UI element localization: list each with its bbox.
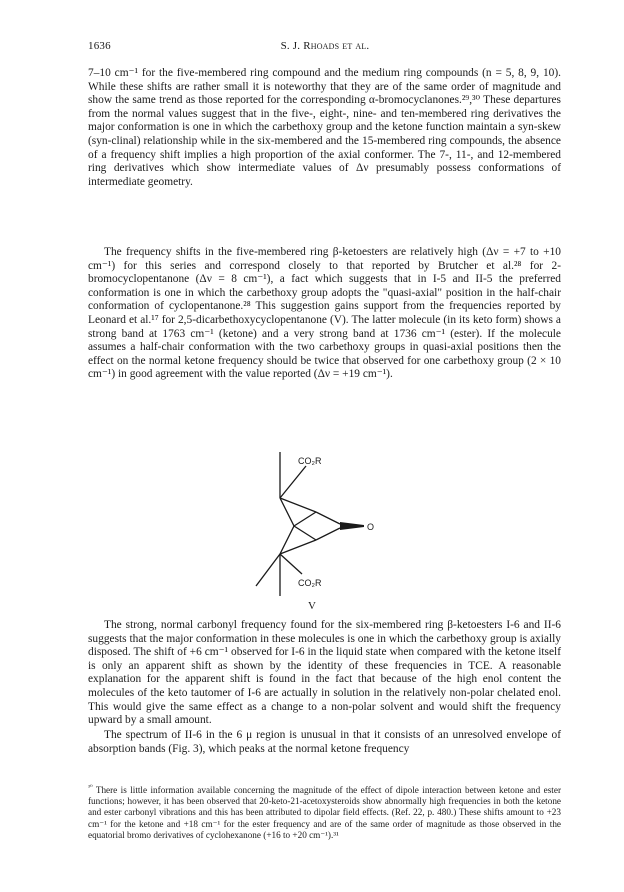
ring-bond-5 (294, 512, 316, 526)
paragraph-3 (88, 619, 561, 728)
paragraph-4 (88, 729, 561, 756)
paragraph-2 (88, 246, 561, 382)
co2r-top-label: CO₂R (298, 456, 322, 466)
bond-bottom-diag (256, 554, 280, 586)
paragraph-1-text: 7–10 cm⁻¹ for the five-membered ring compound and the medium ring compounds (n = 5, 8, 9, 10). While these shifts are rather small it is noteworthy that they are of the same order of magnitude and show the same trend as those reported for the corresponding α-bromocyclanones.²⁹,³⁰ These departures from the normal values suggest that in the five-, eight-, nine- and ten-membered ring derivatives the major conformation is one in which the carbethoxy group and the ketone function maintain a syn-skew (syn-clinal) relationship while in the six-membered and the 15-membered ring compounds, the absence of a frequency shift implies a high proportion of the axial conformer. The 7-, 11-, and 12-membered ring derivatives which show intermediate values of Δν presumably possess conformations of intermediate geometry. (88, 67, 561, 188)
chemical-structure-v (236, 446, 386, 601)
carbonyl-wedge (340, 522, 364, 530)
paragraph-2-text: The frequency shifts in the five-membered ring β-ketoesters are relatively high (Δν = +7 to +10 cm⁻¹) for this series and correspond closely to that reported by Brutcher et al.²⁸ for 2-bromocyclopentanone (Δν = 8 cm⁻¹), a fact which suggests that in I-5 and II-5 the preferred conformation is one in which the carbethoxy group adopts the "quasi-axial" position in the half-chair conformation of cyclopentanone.²⁸ This suggestion gains support from the frequencies reported by Leonard et al.¹⁷ for 2,5-dicarbethoxycyclopentanone (V). The latter molecule (in its keto form) shows a strong band at 1763 cm⁻¹ (ketone) and a very strong band at 1736 cm⁻¹ (ester). If the molecule assumes a half-chair conformation with the two carbethoxy groups in quasi-axial positions then the effect on the normal ketone frequency should be twice that observed for one carbethoxy group (2 × 10 cm⁻¹) in good agreement with the value reported (Δν = +19 cm⁻¹). (88, 246, 561, 381)
page-number: 1636 (88, 40, 111, 52)
ring-bond-6 (294, 526, 316, 540)
co2r-bottom-label: CO₂R (298, 578, 322, 588)
paragraph-4-text: The spectrum of II-6 in the 6 μ region is unusual in that it consists of an unresolved envelope of absorption bands (Fig. 3), which peaks at the normal ketone frequency (88, 729, 561, 755)
paragraph-1 (88, 67, 561, 189)
structure-label: V (308, 600, 316, 612)
paragraph-3-text: The strong, normal carbonyl frequency found for the six-membered ring β-ketoesters I-6 and II-6 suggests that the major conformation in these molecules is one in which the carbethoxy group is axially disposed. The shift of +6 cm⁻¹ observed for I-6 in the liquid state when compared with the ketone itself is only an apparent shift as shown by the identity of these frequencies in TCE. A reasonable explanation for the apparent shift is found in the fact that because of the high enol content the molecules of the keto tautomer of I-6 are actually in solution in the relatively non-polar chelated enol. This would give the same effect as a change to a non-polar solvent and would shift the frequency upward by a small amount. (88, 619, 561, 727)
footnote-text: There is little information available concerning the magnitude of the effect of dipole interaction between ketone and ester functions; however, it has been observed that 20-keto-21-acetoxysteroids show abnormally high frequencies in both the ketone and ester carbonyl vibrations and this has been attributed to dipolar field effects. (Ref. 22, p. 480.) These shifts amount to +23 cm⁻¹ for the ketone and +18 cm⁻¹ for the ester frequency and are of the same order of magnitude as those observed in the equatorial bromo derivatives of cyclohexanone (+16 to +20 cm⁻¹).³¹ (88, 785, 561, 840)
bond-top-diag (280, 466, 306, 498)
footnote (88, 782, 561, 841)
running-title: S. J. Rhoads et al. (280, 40, 370, 52)
footnote-marker: ³⁰ (88, 784, 93, 791)
bond-bottom-co2r (280, 554, 302, 574)
ring-bond-7 (316, 512, 340, 524)
oxygen-label: O (367, 522, 375, 532)
running-head (88, 40, 562, 56)
ring-bond-8 (316, 528, 340, 540)
